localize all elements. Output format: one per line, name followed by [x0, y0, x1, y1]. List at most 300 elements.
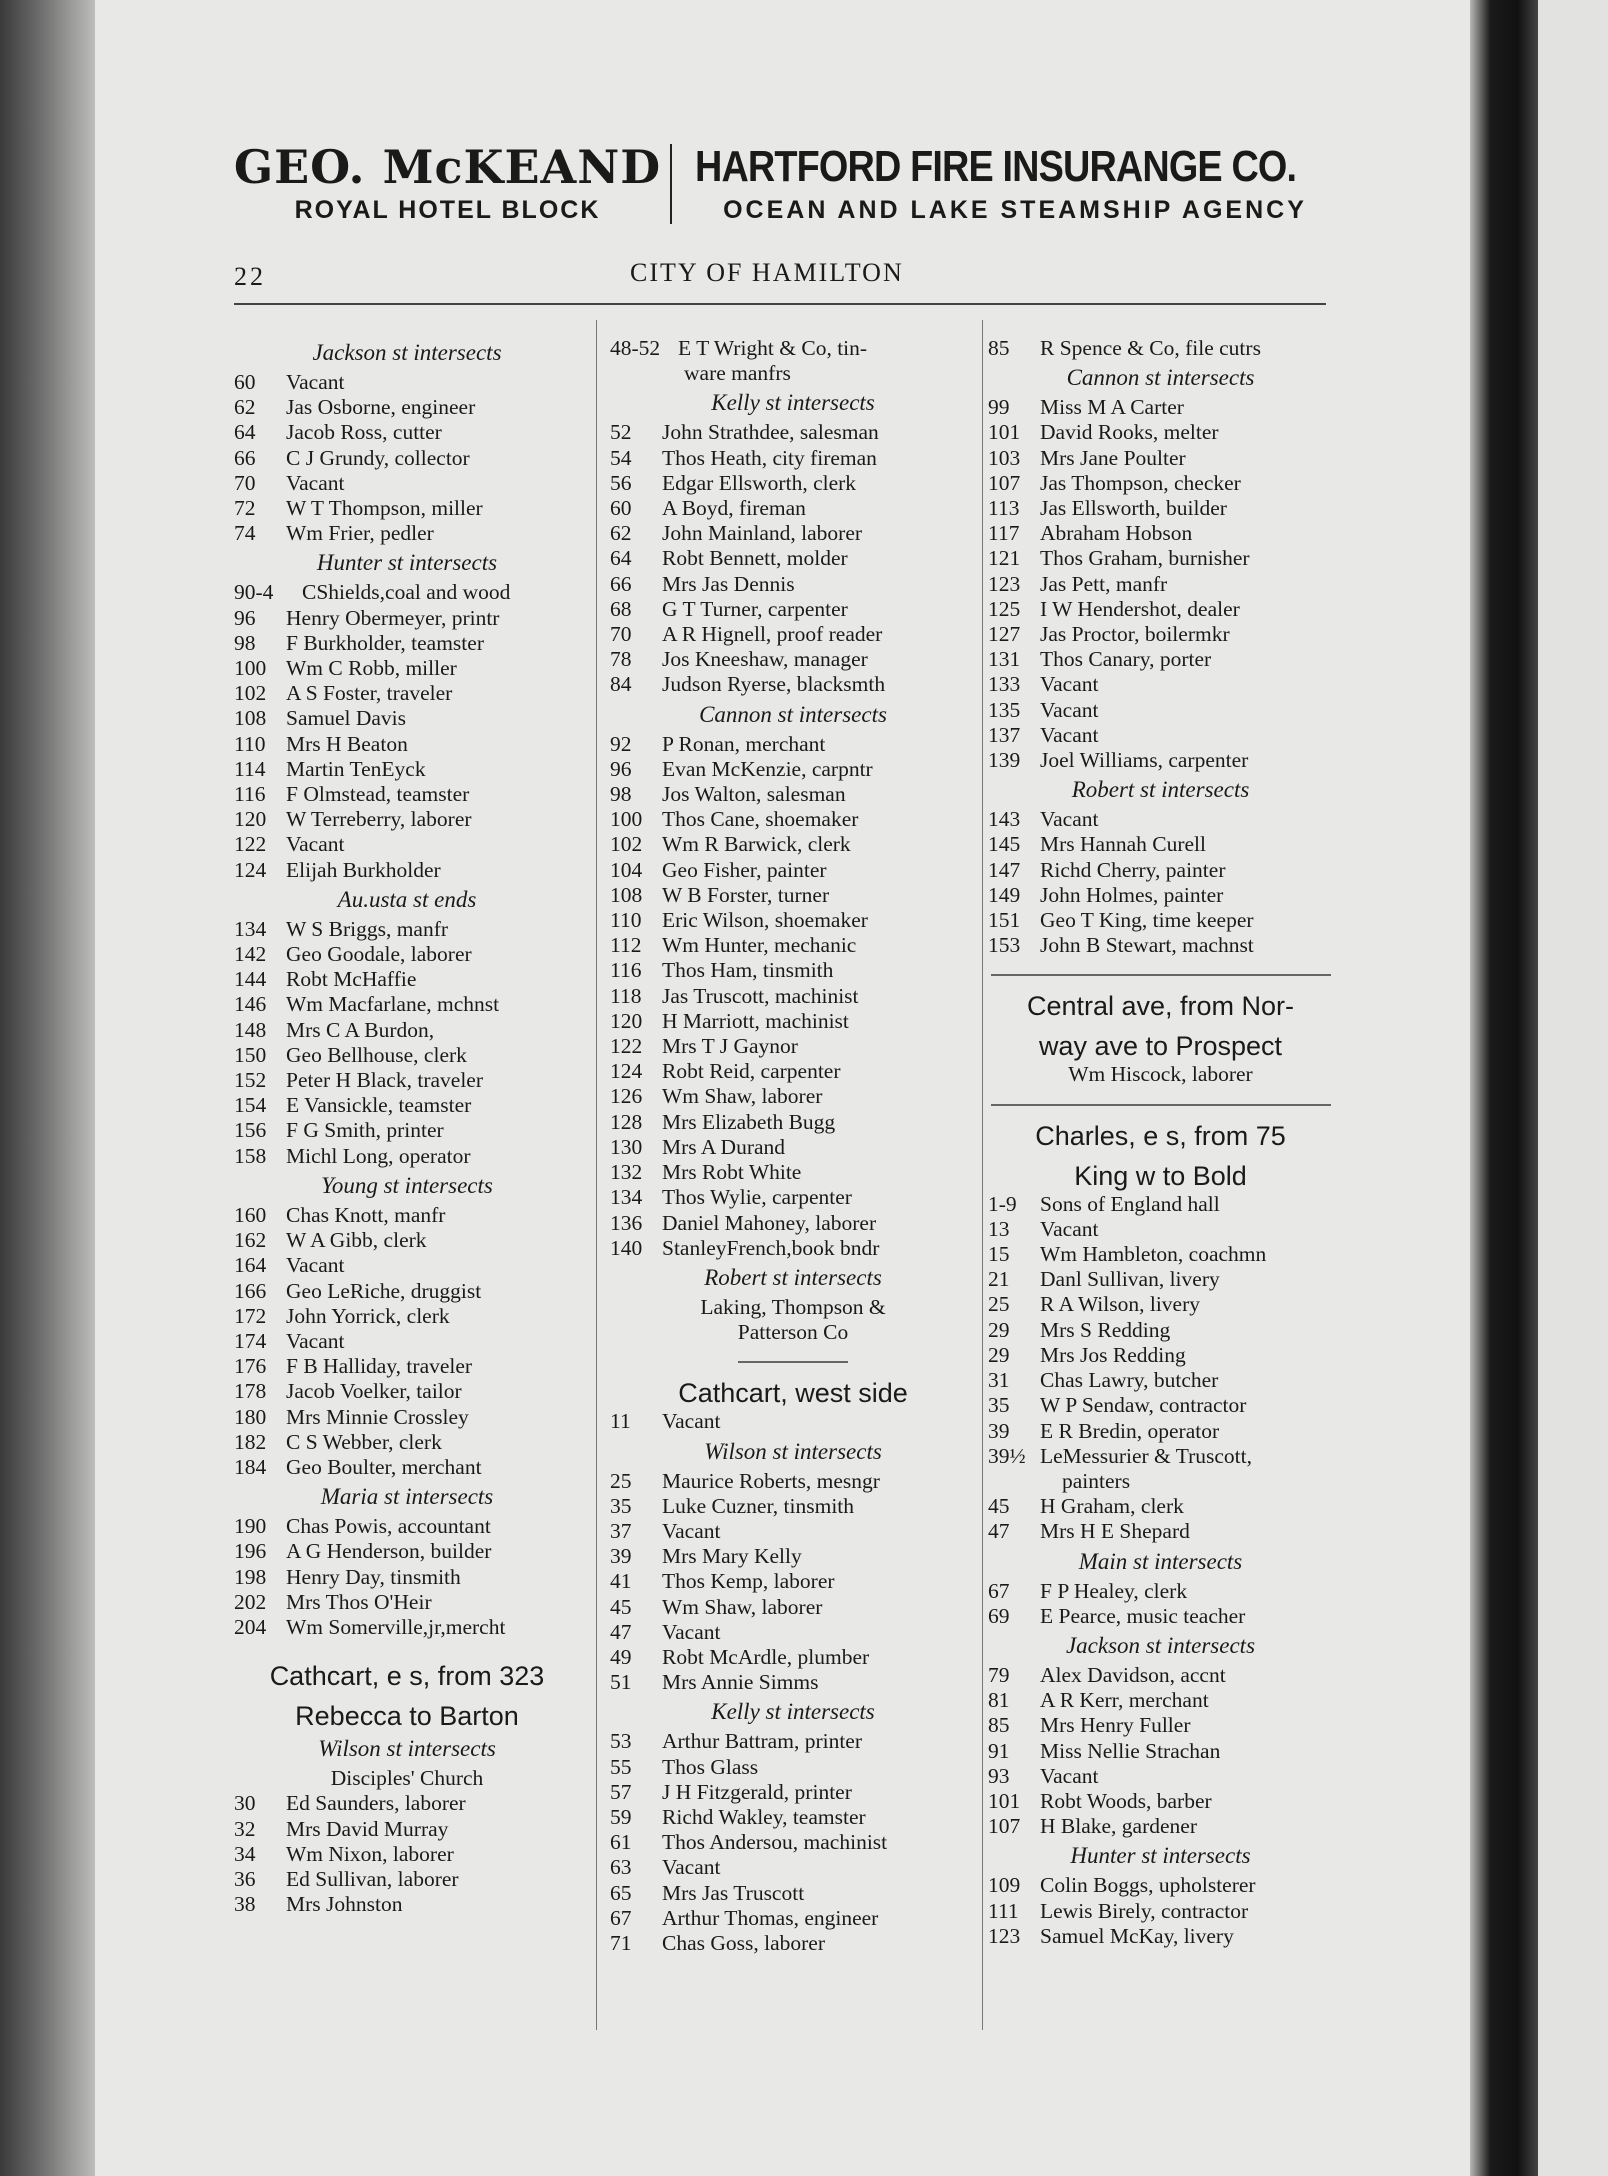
- directory-entry: [610, 672, 976, 697]
- resident-name: Edgar Ellsworth, clerk: [662, 470, 857, 495]
- house-number: 108: [234, 706, 267, 731]
- book-spine-shadow: [1470, 0, 1538, 2176]
- house-number: 122: [234, 832, 267, 857]
- directory-entry: [988, 1494, 1333, 1519]
- house-number: 109: [988, 1873, 1021, 1898]
- directory-entry: [610, 1034, 976, 1059]
- house-number: 151: [988, 908, 1021, 933]
- resident-name: Luke Cuzner, tinsmith: [662, 1493, 855, 1518]
- house-number: 122: [610, 1034, 643, 1059]
- house-number: 110: [610, 908, 642, 933]
- resident-name: Wm Hambleton, coachmn: [1040, 1242, 1267, 1267]
- directory-entry: [234, 1539, 580, 1564]
- directory-entry: [610, 496, 976, 521]
- resident-name: Wm Shaw, laborer: [662, 1084, 823, 1109]
- resident-name: John Yorrick, clerk: [286, 1303, 450, 1328]
- directory-entry: [234, 471, 580, 496]
- resident-name: Henry Day, tinsmith: [286, 1564, 461, 1589]
- directory-entry: [234, 631, 580, 656]
- house-number: 148: [234, 1017, 267, 1042]
- resident-name: A Boyd, fireman: [662, 496, 806, 521]
- resident-name: Mrs Jas Truscott: [662, 1880, 805, 1905]
- directory-entry: [234, 1253, 580, 1278]
- house-number: 102: [610, 832, 643, 857]
- street-intersection: Au.usta st ends: [337, 886, 477, 912]
- header-rule: [234, 303, 1326, 305]
- house-number: 39: [988, 1418, 1010, 1443]
- resident-name: Arthur Battram, printer: [662, 1729, 863, 1754]
- resident-name: Thos Kemp, laborer: [662, 1569, 835, 1594]
- directory-entry: [234, 1514, 580, 1539]
- house-number: 64: [610, 546, 632, 571]
- directory-entry: [234, 1043, 580, 1068]
- house-number: 90-4: [234, 580, 274, 605]
- resident-name: Mrs Hannah Curell: [1040, 832, 1206, 857]
- street-intersection: Jackson st intersects: [1065, 1632, 1256, 1658]
- resident-name: Mrs H E Shepard: [1040, 1519, 1190, 1544]
- resident-name: Mrs Jane Poulter: [1040, 445, 1186, 470]
- directory-entry: [610, 1780, 976, 1805]
- directory-entry: [610, 858, 976, 883]
- resident-name: StanleyFrench,book bndr: [662, 1235, 880, 1260]
- directory-entry: [988, 1713, 1333, 1738]
- directory-entry: [988, 672, 1333, 697]
- resident-name: Wm Nixon, laborer: [286, 1841, 454, 1866]
- street-intersection: Cannon st intersects: [699, 701, 887, 727]
- directory-entry: [610, 1469, 976, 1494]
- section-separator: [991, 974, 1331, 976]
- directory-entry: [610, 1830, 976, 1855]
- directory-entry: [234, 420, 580, 445]
- resident-name: Vacant: [1040, 697, 1099, 722]
- house-number: 190: [234, 1514, 267, 1539]
- directory-entry: [234, 1791, 580, 1816]
- street-intersection: Jackson st intersects: [312, 340, 502, 365]
- resident-name: Chas Goss, laborer: [662, 1930, 826, 1955]
- resident-name: John B Stewart, machnst: [1040, 933, 1254, 958]
- centered-entry: Patterson Co: [737, 1320, 849, 1345]
- house-number: 108: [610, 882, 643, 907]
- house-number: 112: [610, 933, 642, 958]
- street-heading: Cathcart, west side: [678, 1378, 908, 1409]
- house-number: 45: [988, 1494, 1010, 1519]
- directory-entry: [610, 1236, 976, 1261]
- house-number: 68: [610, 596, 632, 621]
- house-number: 178: [234, 1379, 267, 1404]
- directory-entry: [610, 1211, 976, 1236]
- resident-name: A G Henderson, builder: [286, 1539, 492, 1564]
- resident-name: F Burkholder, teamster: [286, 630, 484, 655]
- resident-name: C J Grundy, collector: [286, 445, 470, 470]
- resident-name: Mrs Robt White: [662, 1160, 802, 1185]
- house-number: 124: [234, 857, 267, 882]
- resident-name: J H Fitzgerald, printer: [662, 1779, 852, 1804]
- directory-entry: [234, 942, 580, 967]
- resident-name: Wm C Robb, miller: [286, 656, 457, 681]
- directory-entry: [610, 1160, 976, 1185]
- house-number: 93: [988, 1763, 1010, 1788]
- directory-entry: [988, 622, 1333, 647]
- street-intersection: Wilson st intersects: [704, 1438, 882, 1464]
- directory-entry: [988, 1663, 1333, 1688]
- directory-entry: [988, 1393, 1333, 1418]
- directory-entry: [610, 1569, 976, 1594]
- resident-name: Mrs Jos Redding: [1040, 1342, 1186, 1367]
- advertisement-header: [230, 140, 1330, 230]
- resident-name: H Marriott, machinist: [662, 1008, 849, 1033]
- directory-entry: [234, 1279, 580, 1304]
- resident-name: Ed Sullivan, laborer: [286, 1866, 459, 1891]
- house-number: 31: [988, 1368, 1010, 1393]
- street-intersection: Young st intersects: [321, 1172, 493, 1198]
- directory-entry: [234, 370, 580, 395]
- directory-entry: [234, 1304, 580, 1329]
- house-number: 103: [988, 445, 1021, 470]
- house-number: 38: [234, 1892, 256, 1917]
- directory-entry: [610, 1409, 976, 1434]
- street-heading: way ave to Prospect: [1038, 1031, 1283, 1062]
- steamship-agency: OCEAN AND LAKE STEAMSHIP AGENCY: [723, 196, 1307, 224]
- house-number: 180: [234, 1404, 267, 1429]
- resident-name: Jas Osborne, engineer: [286, 395, 476, 420]
- directory-entry: [234, 732, 580, 757]
- house-number: 160: [234, 1202, 267, 1227]
- resident-name: Wm R Barwick, clerk: [662, 832, 851, 857]
- house-number: 60: [234, 370, 256, 394]
- directory-entry: [610, 1185, 976, 1210]
- resident-name: Alex Davidson, accnt: [1040, 1662, 1226, 1687]
- resident-name: Chas Knott, manfr: [286, 1202, 446, 1227]
- resident-name: Vacant: [1040, 722, 1099, 747]
- resident-name: Robt Woods, barber: [1040, 1788, 1212, 1813]
- resident-name: Jas Pett, manfr: [1040, 571, 1168, 596]
- resident-name: Thos Cane, shoemaker: [662, 807, 859, 832]
- directory-entry: [610, 1906, 976, 1931]
- directory-entry: [234, 1228, 580, 1253]
- house-number: 150: [234, 1042, 267, 1067]
- resident-name: Geo Bellhouse, clerk: [286, 1042, 467, 1067]
- resident-name: R A Wilson, livery: [1040, 1292, 1201, 1317]
- directory-entry: [610, 984, 976, 1009]
- resident-name: Miss Nellie Strachan: [1040, 1738, 1221, 1763]
- resident-name: F P Healey, clerk: [1040, 1578, 1188, 1603]
- directory-entry: [234, 807, 580, 832]
- house-number: 111: [988, 1898, 1019, 1923]
- house-number: 124: [610, 1059, 643, 1084]
- house-number: 47: [988, 1519, 1010, 1544]
- resident-name: LeMessurier & Truscott,: [1040, 1443, 1253, 1468]
- directory-entry: [234, 1144, 580, 1169]
- directory-entry: [610, 807, 976, 832]
- directory-entry: [610, 1544, 976, 1569]
- resident-name: Vacant: [662, 1855, 721, 1880]
- house-number: 121: [988, 546, 1021, 571]
- resident-name: Daniel Mahoney, laborer: [662, 1210, 877, 1235]
- street-intersection: Kelly st intersects: [711, 1699, 875, 1725]
- resident-name: Vacant: [1040, 1763, 1099, 1788]
- resident-name: F Olmstead, teamster: [286, 782, 470, 807]
- resident-name: Mrs Annie Simms: [662, 1670, 819, 1695]
- house-number: 41: [610, 1569, 632, 1594]
- house-number: 91: [988, 1738, 1010, 1763]
- house-number: 62: [234, 395, 256, 420]
- house-number: 202: [234, 1589, 267, 1614]
- resident-name: Vacant: [662, 1409, 721, 1434]
- house-number: 47: [610, 1619, 632, 1644]
- directory-entry: [610, 732, 976, 757]
- resident-name: Mrs Mary Kelly: [662, 1544, 802, 1569]
- directory-entry: [234, 656, 580, 681]
- resident-name: G T Turner, carpenter: [662, 596, 848, 621]
- directory-entry: [988, 496, 1333, 521]
- resident-name: David Rooks, melter: [1040, 420, 1219, 445]
- section-gap: [234, 1640, 580, 1652]
- resident-name: Jos Walton, salesman: [662, 782, 846, 807]
- resident-name: Samuel McKay, livery: [1040, 1923, 1234, 1948]
- house-number: 54: [610, 445, 632, 470]
- directory-entry: [988, 748, 1333, 773]
- resident-name: Robt McHaffie: [286, 967, 417, 992]
- house-number: 52: [610, 420, 632, 445]
- directory-entry: [234, 757, 580, 782]
- directory-entry: [988, 395, 1333, 420]
- street-intersection: Kelly st intersects: [711, 390, 875, 416]
- house-number: 39½: [988, 1443, 1026, 1468]
- house-number: 63: [610, 1855, 632, 1880]
- directory-entry: [988, 883, 1333, 908]
- directory-entry: [610, 1494, 976, 1519]
- house-number: 132: [610, 1160, 643, 1185]
- house-number: 85: [988, 336, 1010, 360]
- house-number: 65: [610, 1880, 632, 1905]
- resident-name: John Holmes, painter: [1040, 882, 1224, 907]
- resident-name: Geo T King, time keeper: [1040, 908, 1254, 933]
- resident-name: Colin Boggs, upholsterer: [1040, 1873, 1256, 1898]
- directory-entry: [610, 1729, 976, 1754]
- section-separator: [738, 1361, 848, 1363]
- directory-entry: [234, 917, 580, 942]
- column-divider: [596, 320, 597, 2030]
- resident-name: Maurice Roberts, mesngr: [662, 1468, 880, 1493]
- resident-name: Mrs Thos O'Heir: [286, 1589, 432, 1614]
- centered-entry: Laking, Thompson &: [700, 1294, 886, 1319]
- directory-entry: [610, 1855, 976, 1880]
- directory-entry: [234, 1892, 580, 1917]
- directory-entry: [610, 1009, 976, 1034]
- house-number: 136: [610, 1210, 643, 1235]
- directory-entry: [988, 908, 1333, 933]
- directory-entry: [988, 336, 1333, 361]
- directory-entry: [988, 1217, 1333, 1242]
- resident-name: Jas Ellsworth, builder: [1040, 496, 1227, 521]
- resident-name: W Terreberry, laborer: [286, 807, 472, 832]
- directory-entry: [234, 606, 580, 631]
- directory-entry: [988, 1419, 1333, 1444]
- house-number: 92: [610, 731, 632, 756]
- resident-name: Judson Ryerse, blacksmth: [662, 672, 886, 697]
- resident-name: Geo LeRiche, druggist: [286, 1278, 482, 1303]
- page-title: CITY OF HAMILTON: [630, 258, 904, 287]
- house-number: 62: [610, 521, 632, 546]
- resident-name: Thos Ham, tinsmith: [662, 958, 834, 983]
- advertiser-name: GEO. McKEAND: [233, 140, 662, 194]
- house-number: 101: [988, 1788, 1021, 1813]
- resident-name: Mrs T J Gaynor: [662, 1034, 798, 1059]
- directory-entry: [610, 933, 976, 958]
- house-number: 67: [988, 1578, 1010, 1603]
- directory-entry: [234, 681, 580, 706]
- resident-name: Wm Macfarlane, mchnst: [286, 992, 500, 1017]
- street-intersection: Hunter st intersects: [316, 550, 498, 576]
- street-heading: Central ave, from Nor-: [1026, 991, 1295, 1022]
- directory-entry: [988, 521, 1333, 546]
- house-number: 134: [234, 916, 267, 941]
- house-number: 100: [234, 656, 267, 681]
- house-number: 53: [610, 1729, 632, 1754]
- directory-column-2: [610, 336, 976, 1956]
- directory-entry: [234, 858, 580, 883]
- directory-entry: [610, 908, 976, 933]
- resident-name: Lewis Birely, contractor: [1040, 1898, 1249, 1923]
- directory-entry: [610, 1670, 976, 1695]
- directory-entry: [234, 1203, 580, 1228]
- directory-entry: [234, 446, 580, 471]
- resident-name: Thos Graham, burnisher: [1040, 546, 1250, 571]
- resident-name: Thos Andersou, machinist: [662, 1830, 888, 1855]
- resident-name: Wm Somerville,jr,mercht: [286, 1614, 506, 1639]
- street-intersection: Robert st intersects: [704, 1264, 882, 1290]
- resident-name: Peter H Black, traveler: [286, 1068, 483, 1093]
- resident-name: Thos Glass: [662, 1754, 759, 1779]
- resident-name: A R Hignell, proof reader: [662, 622, 883, 647]
- street-heading: Charles, e s, from 75: [1035, 1120, 1286, 1151]
- directory-entry: [234, 395, 580, 420]
- resident-name: Vacant: [286, 370, 345, 394]
- directory-column-3: [988, 336, 1333, 1949]
- directory-entry: [610, 597, 976, 622]
- resident-name: A S Foster, traveler: [286, 681, 453, 706]
- resident-name: Sons of England hall: [1040, 1191, 1220, 1216]
- house-number: 66: [610, 571, 632, 596]
- house-number: 74: [234, 521, 256, 546]
- resident-name: Wm Shaw, laborer: [662, 1594, 823, 1619]
- house-number: 15: [988, 1242, 1010, 1267]
- resident-name: W S Briggs, manfr: [286, 916, 449, 941]
- resident-name: Richd Wakley, teamster: [662, 1804, 866, 1829]
- entry-continuation: ware manfrs: [684, 361, 791, 386]
- resident-name: Martin TenEyck: [286, 756, 426, 781]
- house-number: 133: [988, 672, 1021, 697]
- house-number: 101: [988, 420, 1021, 445]
- section-separator: [991, 1104, 1331, 1106]
- resident-name: F G Smith, printer: [286, 1118, 444, 1143]
- directory-entry: [610, 832, 976, 857]
- house-number: 32: [234, 1816, 256, 1841]
- resident-name: Jos Kneeshaw, manager: [662, 647, 868, 672]
- house-number: 120: [610, 1008, 643, 1033]
- house-number: 156: [234, 1118, 267, 1143]
- house-number: 1-9: [988, 1191, 1017, 1216]
- header-divider: [670, 144, 672, 224]
- house-number: 196: [234, 1539, 267, 1564]
- resident-name: Robt Reid, carpenter: [662, 1059, 841, 1084]
- directory-entry: [234, 1565, 580, 1590]
- directory-entry: [988, 1318, 1333, 1343]
- resident-name: Mrs A Durand: [662, 1134, 786, 1159]
- house-number: 162: [234, 1228, 267, 1253]
- house-number: 69: [988, 1603, 1010, 1628]
- resident-name: Richd Cherry, painter: [1040, 857, 1226, 882]
- directory-entry: [610, 1931, 976, 1956]
- directory-entry: [988, 647, 1333, 672]
- house-number: 146: [234, 992, 267, 1017]
- resident-name: Vacant: [1040, 807, 1099, 832]
- house-number: 56: [610, 470, 632, 495]
- resident-name: E R Bredin, operator: [1040, 1418, 1220, 1443]
- house-number: 134: [610, 1185, 643, 1210]
- directory-entry: [610, 1881, 976, 1906]
- house-number: 81: [988, 1688, 1010, 1713]
- directory-entry: [610, 958, 976, 983]
- house-number: 84: [610, 672, 632, 697]
- directory-entry: [988, 858, 1333, 883]
- house-number: 139: [988, 748, 1021, 773]
- directory-entry: [610, 336, 976, 361]
- house-number: 70: [610, 622, 632, 647]
- resident-name: Wm Frier, pedler: [286, 521, 434, 546]
- house-number: 25: [610, 1468, 632, 1493]
- directory-entry: [988, 1192, 1333, 1217]
- resident-name: Thos Wylie, carpenter: [662, 1185, 852, 1210]
- resident-name: R Spence & Co, file cutrs: [1040, 336, 1261, 360]
- resident-name: Mrs Minnie Crossley: [286, 1404, 469, 1429]
- directory-entry: [988, 1267, 1333, 1292]
- house-number: 51: [610, 1670, 632, 1695]
- house-number: 72: [234, 496, 256, 521]
- directory-entry: [610, 1519, 976, 1544]
- house-number: 123: [988, 571, 1021, 596]
- directory-entry: [610, 757, 976, 782]
- resident-name: Mrs S Redding: [1040, 1317, 1171, 1342]
- house-number: 71: [610, 1930, 632, 1955]
- directory-entry: [234, 1068, 580, 1093]
- resident-name: W P Sendaw, contractor: [1040, 1393, 1247, 1418]
- house-number: 98: [610, 782, 632, 807]
- resident-name: Jacob Ross, cutter: [286, 420, 442, 445]
- house-number: 142: [234, 942, 267, 967]
- house-number: 144: [234, 967, 267, 992]
- resident-name: Mrs Johnston: [286, 1892, 403, 1917]
- resident-name: W A Gibb, clerk: [286, 1228, 427, 1253]
- resident-name: Mrs Henry Fuller: [1040, 1713, 1191, 1738]
- house-number: 110: [234, 731, 266, 756]
- directory-entry: [988, 698, 1333, 723]
- house-number: 99: [988, 395, 1010, 420]
- resident-name: H Graham, clerk: [1040, 1494, 1184, 1519]
- house-number: 30: [234, 1791, 256, 1816]
- centered-entry: Disciples' Church: [330, 1766, 484, 1791]
- centered-entry: Wm Hiscock, laborer: [1068, 1062, 1253, 1087]
- directory-entry: [988, 1789, 1333, 1814]
- directory-entry: [234, 1354, 580, 1379]
- resident-name: E Pearce, music teacher: [1040, 1603, 1246, 1628]
- directory-entry: [988, 1739, 1333, 1764]
- house-number: 34: [234, 1841, 256, 1866]
- directory-entry: [610, 782, 976, 807]
- street-heading: King w to Bold: [1074, 1160, 1247, 1191]
- house-number: 182: [234, 1429, 267, 1454]
- house-number: 152: [234, 1068, 267, 1093]
